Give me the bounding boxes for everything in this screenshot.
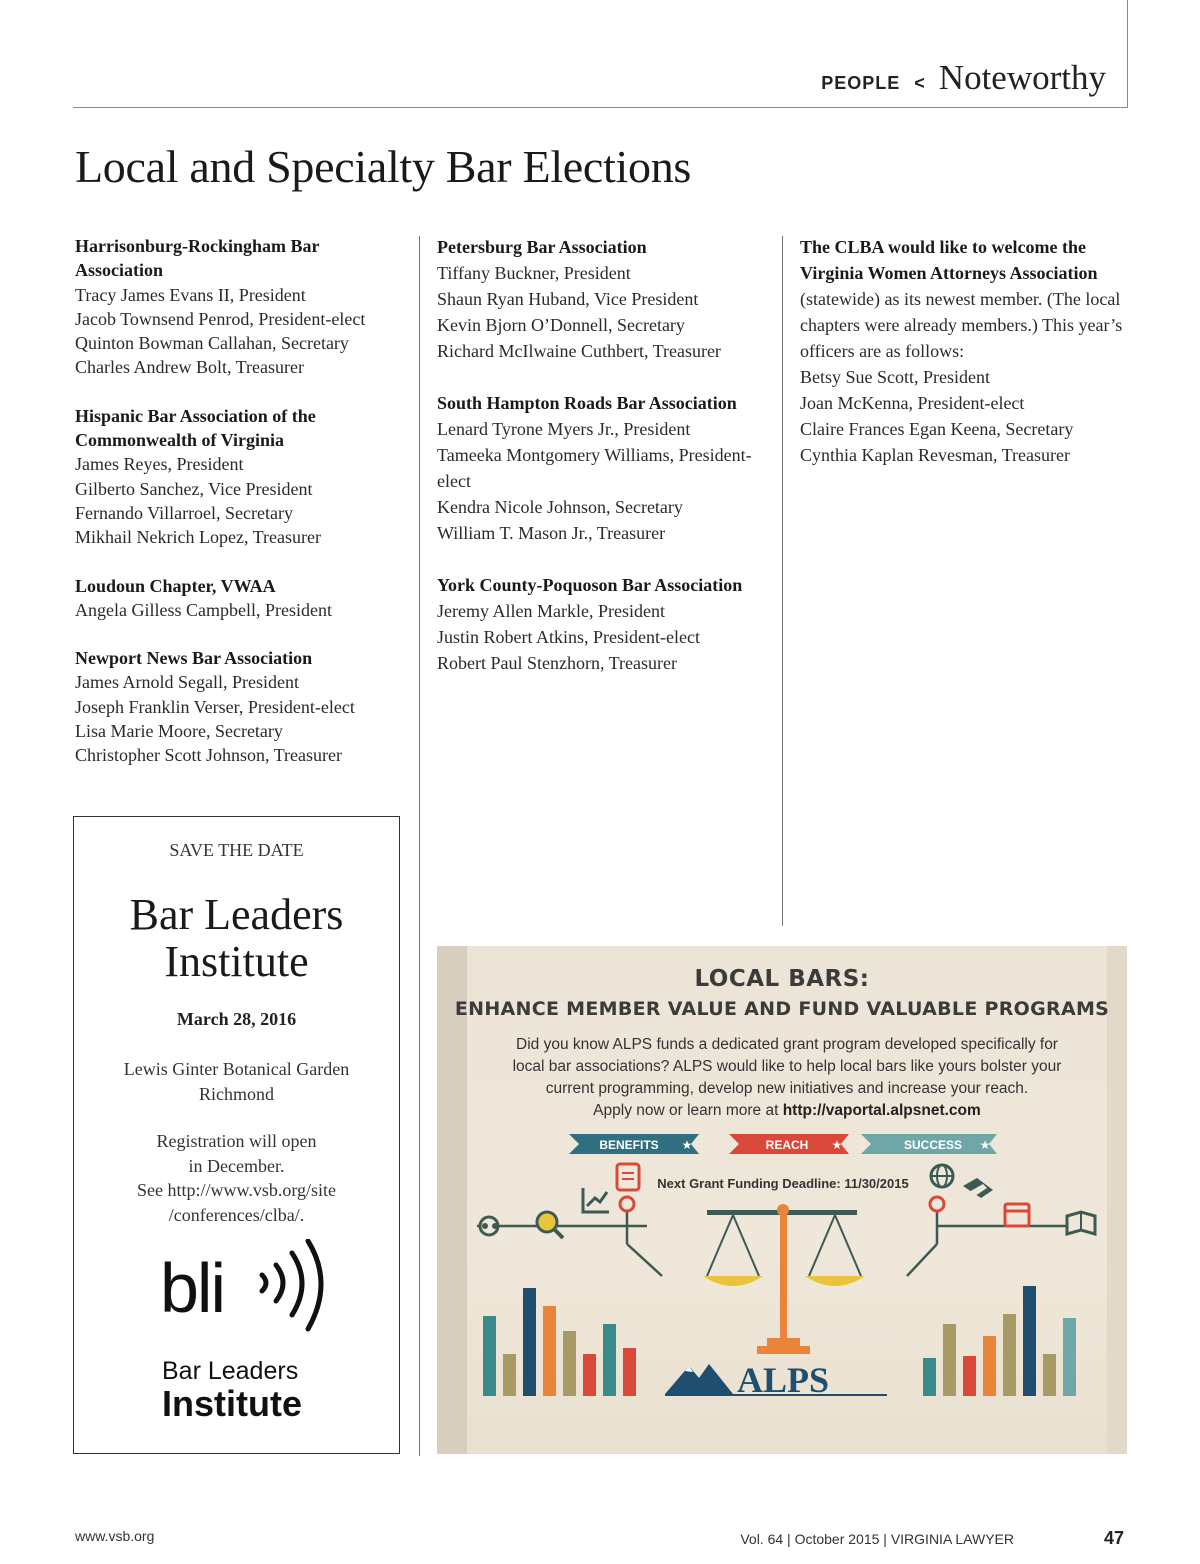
bli-logo — [154, 1235, 334, 1431]
alps-wordmark: ALPS — [737, 1360, 830, 1400]
department-label: Noteworthy — [938, 58, 1106, 97]
association-block — [75, 646, 405, 767]
officer: Tameeka Montgomery Williams, President-elect — [437, 445, 752, 491]
officer: James Arnold Segall, President — [75, 672, 299, 693]
ribbon-label: REACH — [765, 1138, 809, 1152]
save-the-date-label: SAVE THE DATE — [169, 840, 304, 860]
officer: Justin Robert Atkins, President-elect — [437, 627, 700, 647]
star-icon: ★ — [681, 1138, 693, 1152]
footer-issue: Vol. 64 | October 2015 | VIRGINIA LAWYER — [740, 1531, 1014, 1547]
officer: Claire Frances Egan Keena, Secretary — [800, 419, 1074, 439]
association-name: York County-Poquoson Bar Association — [437, 575, 743, 595]
bli-logo-line: Institute — [162, 1383, 302, 1424]
officer: James Reyes, President — [75, 454, 244, 475]
decorative-bars-right — [923, 1286, 1076, 1396]
ribbon-success — [861, 1134, 997, 1154]
gear-icon — [620, 1197, 634, 1211]
ribbon-label: SUCCESS — [903, 1138, 963, 1152]
alps-advertisement — [437, 946, 1127, 1454]
officer: Gilberto Sanchez, Vice President — [75, 478, 313, 499]
column-divider — [782, 236, 783, 926]
association-name: South Hampton Roads Bar Association — [437, 393, 737, 413]
ad-body-line: current programming, develop new initiatives and increase your reach. — [545, 1080, 1029, 1097]
calendar-icon — [1005, 1204, 1029, 1226]
registration-line: Registration will open — [156, 1131, 317, 1151]
ad-body-line — [467, 1100, 1107, 1122]
event-date: March 28, 2016 — [176, 1009, 297, 1029]
association-name: Loudoun Chapter, VWAA — [75, 575, 276, 596]
officer: Cynthia Kaplan Revesman, Treasurer — [800, 445, 1070, 465]
grant-deadline: Next Grant Funding Deadline: 11/30/2015 — [657, 1176, 909, 1191]
sound-waves-icon — [254, 1239, 334, 1339]
officer: Christopher Scott Johnson, Treasurer — [75, 745, 342, 766]
officer: Angela Gilless Campbell, President — [75, 599, 332, 620]
handshake-icon — [963, 1178, 993, 1198]
ad-body-line: Did you know ALPS funds a dedicated grant program developed specifically for — [516, 1036, 1058, 1053]
officer: Fernando Villarroel, Secretary — [75, 502, 294, 523]
event-title-line: Institute — [164, 937, 309, 986]
registration-info — [74, 1129, 399, 1227]
event-location — [74, 1057, 399, 1106]
ribbon-benefits — [569, 1134, 699, 1154]
officer: Robert Paul Stenzhorn, Treasurer — [437, 653, 677, 673]
column-3 — [800, 234, 1130, 468]
binoculars-icon — [480, 1217, 498, 1235]
star-icon: ★ — [979, 1138, 991, 1152]
ad-url-link[interactable]: http://vaportal.alpsnet.com — [782, 1102, 981, 1119]
registration-link[interactable]: /conferences/clba/. — [168, 1204, 305, 1225]
column-1 — [75, 234, 405, 792]
running-header — [821, 58, 1106, 98]
association-block — [437, 572, 772, 676]
ribbon-label: BENEFITS — [599, 1138, 659, 1152]
section-label: PEOPLE — [821, 73, 901, 93]
officer: Joseph Franklin Verser, President-elect — [75, 696, 355, 717]
location-line: Lewis Ginter Botanical Garden — [123, 1059, 350, 1079]
association-name: Hispanic Bar Association of the Commonwealth of Virginia — [75, 405, 316, 451]
officer: Jacob Townsend Penrod, President-elect — [75, 308, 366, 329]
association-block — [437, 390, 772, 546]
star-icon: ★ — [831, 1138, 843, 1152]
ad-apply-text: Apply now or learn more at — [593, 1102, 783, 1119]
welcome-bold: The CLBA would like to welcome the Virginia Women Attorneys Association — [800, 237, 1098, 283]
globe-icon — [931, 1165, 953, 1187]
officer: Richard McIlwaine Cuthbert, Treasurer — [437, 341, 721, 361]
officer: William T. Mason Jr., Treasurer — [437, 523, 666, 543]
association-block — [75, 574, 405, 623]
book-icon — [1067, 1212, 1095, 1234]
ad-body — [467, 1034, 1107, 1122]
officer: Kevin Bjorn O’Donnell, Secretary — [437, 315, 685, 335]
officer: Betsy Sue Scott, President — [800, 367, 990, 387]
ad-graphic — [437, 1126, 1127, 1454]
location-line: Richmond — [199, 1083, 274, 1104]
welcome-text: (statewide) as its newest member. (The local chapters were already members.) This year’s officers are as follows: — [800, 289, 1123, 361]
chart-up-icon — [583, 1188, 609, 1212]
event-title-line: Bar Leaders — [129, 890, 344, 939]
header-separator: < — [914, 73, 925, 93]
column-2 — [437, 234, 772, 702]
ad-title: LOCAL BARS: — [694, 966, 870, 992]
officer: Quinton Bowman Callahan, Secretary — [75, 333, 349, 354]
officer: Kendra Nicole Johnson, Secretary — [437, 497, 683, 517]
association-name: Harrisonburg-Rockingham Bar Association — [75, 236, 320, 281]
bli-logo-line: Bar Leaders — [162, 1357, 299, 1385]
officer: Joan McKenna, President-elect — [800, 393, 1025, 413]
officer: Lenard Tyrone Myers Jr., President — [437, 419, 691, 439]
officer: Tiffany Buckner, President — [437, 263, 631, 283]
association-name: Newport News Bar Association — [75, 648, 313, 669]
footer-url[interactable]: www.vsb.org — [75, 1528, 155, 1544]
officer: Shaun Ryan Huband, Vice President — [437, 289, 699, 309]
ribbon-reach — [729, 1134, 849, 1154]
ad-subtitle: ENHANCE MEMBER VALUE AND FUND VALUABLE PROGRAMS — [454, 998, 1110, 1020]
ad-body-line: local bar associations? ALPS would like to help local bars like yours bolster your — [512, 1058, 1062, 1075]
column-divider — [419, 236, 420, 1456]
save-the-date-box — [73, 816, 400, 1454]
scales-of-justice-icon — [703, 1204, 865, 1354]
clba-welcome — [800, 234, 1130, 364]
association-block — [75, 404, 405, 550]
officer: Tracy James Evans II, President — [75, 284, 306, 305]
officer: Lisa Marie Moore, Secretary — [75, 721, 283, 742]
page-number: 47 — [1104, 1528, 1125, 1548]
page-title: Local and Specialty Bar Elections — [75, 141, 691, 192]
alps-logo — [665, 1360, 887, 1400]
officer: Jeremy Allen Markle, President — [437, 601, 665, 621]
officer: Charles Andrew Bolt, Treasurer — [75, 357, 304, 378]
registration-link[interactable]: See http://www.vsb.org/site — [137, 1180, 336, 1200]
clipboard-icon — [617, 1164, 639, 1190]
association-name: Petersburg Bar Association — [437, 237, 647, 257]
association-block — [75, 234, 405, 380]
association-block — [437, 234, 772, 364]
header-vertical-rule — [1127, 0, 1128, 108]
event-title — [74, 891, 399, 985]
bli-wordmark: bli — [160, 1249, 225, 1327]
header-rule — [73, 107, 1128, 108]
officer: Mikhail Nekrich Lopez, Treasurer — [75, 527, 321, 548]
gear-icon — [930, 1197, 944, 1211]
decorative-bars-left — [483, 1288, 636, 1396]
registration-line: in December. — [188, 1155, 285, 1176]
